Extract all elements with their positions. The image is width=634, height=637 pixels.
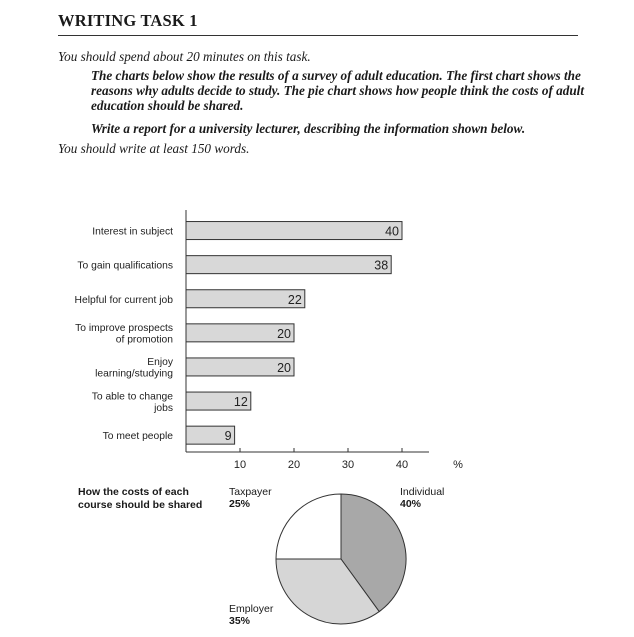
x-unit-label: % (453, 459, 463, 471)
bar-value-label-2: 22 (287, 292, 302, 307)
bar-value-label-1: 38 (374, 258, 389, 273)
task-heading: WRITING TASK 1 (58, 11, 198, 30)
pie-title-line-1: How the costs of each (78, 486, 189, 498)
bar-category-label-5-1: jobs (154, 402, 173, 414)
pie-label-taxpayer-value: 25% (229, 498, 251, 510)
word-note: You should write at least 150 words. (58, 141, 250, 156)
pie-label-individual (400, 486, 444, 510)
time-note: You should spend about 20 minutes on this task. (58, 49, 311, 64)
bar-category-label-0-0: Interest in subject (92, 226, 173, 238)
pie-label-employer-value: 35% (229, 615, 251, 627)
pie-label-individual-name: Individual (400, 486, 445, 498)
x-tick-label-3: 40 (395, 459, 409, 471)
bar-0 (186, 222, 402, 240)
pie-label-taxpayer (229, 486, 272, 510)
bar-value-label-5: 12 (233, 395, 248, 410)
bar-category-label-3-0: To improve prospects (75, 323, 173, 335)
bar-category-label-2-0: Helpful for current job (74, 294, 173, 306)
bar-value-label-3: 20 (277, 326, 291, 341)
x-tick-label-2: 30 (341, 459, 355, 471)
pie-label-taxpayer-name: Taxpayer (229, 486, 272, 498)
pie-label-individual-value: 40% (400, 498, 422, 510)
bar-category-label-4-0: Enjoy (147, 357, 173, 369)
bar-category-label-3-1: of promotion (115, 334, 173, 346)
pie-title (78, 486, 202, 511)
bar-category-label-6-0: To meet people (102, 431, 173, 443)
bar-category-label-1-0: To gain qualifications (77, 260, 173, 272)
bar-category-label-5-0: To able to change (91, 391, 173, 403)
pie-slice-taxpayer (276, 494, 341, 559)
bar-value-label-0: 40 (385, 224, 399, 239)
task-instruction: Write a report for a university lecturer, describing the information shown below. (91, 121, 526, 136)
task-description: The charts below show the results of a survey of adult education. The first chart shows the reasons why adults decide to study. The pie chart shows how people think the costs of adult education should be shared. (91, 68, 584, 114)
bar-category-label-4-1: learning/studying (95, 368, 173, 380)
pie-title-line-2: course should be shared (78, 498, 203, 511)
pie-label-employer (229, 603, 273, 627)
x-tick-label-0: 10 (233, 459, 247, 471)
bar-value-label-6: 9 (224, 429, 232, 444)
bar-1 (186, 256, 391, 274)
x-tick-label-1: 20 (287, 459, 301, 471)
pie-label-employer-name: Employer (229, 603, 274, 615)
bar-value-label-4: 20 (277, 360, 291, 375)
